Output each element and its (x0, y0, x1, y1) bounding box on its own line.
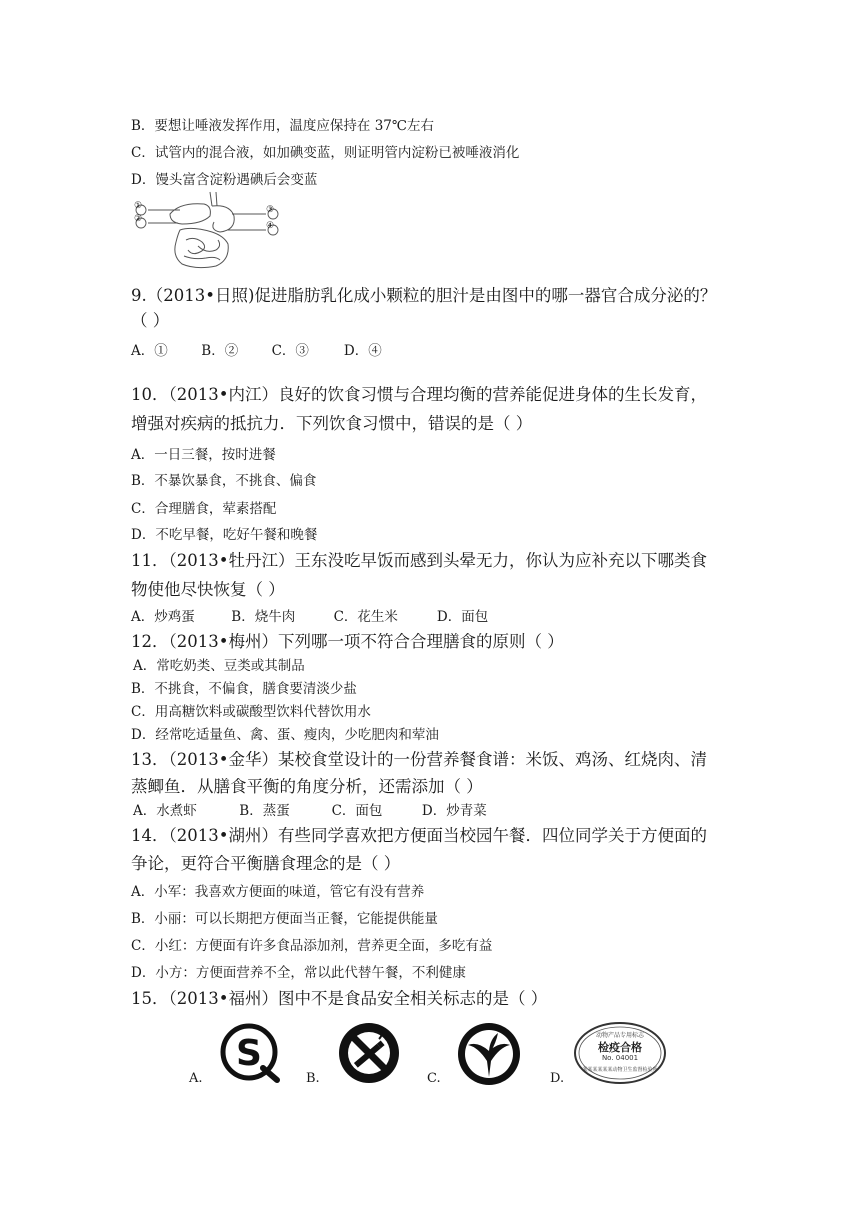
q15-option-a: A. (189, 1071, 203, 1086)
marker-4: ④ (266, 221, 275, 231)
q12-option-c: C．用高糖饮料或碳酸型饮料代替饮用水 (131, 704, 371, 720)
q8-option-b: B．要想让唾液发挥作用，温度应保持在 37℃左右 (131, 118, 434, 134)
q14-stem-line2: 争论，更符合平衡膳食理念的是（ ） (131, 854, 401, 873)
q11-option-d: D．面包 (436, 609, 489, 625)
q10-option-c: C．合理膳食，荤素搭配 (131, 501, 277, 517)
seal-bottom-text: 某某某某某某动物卫生监督检验所 (582, 1067, 658, 1073)
q9-option-c: C．③ (271, 343, 309, 359)
q10-stem-line2: 增强对疾病的抵抗力．下列饮食习惯中，错误的是（ ） (131, 414, 533, 433)
q15-option-b: B. (306, 1071, 320, 1086)
q13-stem-line1: 13．（2013•金华）某校食堂设计的一份营养餐食谱：米饭、鸡汤、红烧肉、清 (131, 750, 707, 769)
seal-number: No. 04001 (601, 1054, 639, 1062)
q9-stem-line1: 9.（2013•日照)促进脂肪乳化成小颗粒的胆汁是由图中的哪一器官合成分泌的？ (131, 286, 717, 305)
q9-option-a: A．① (131, 343, 168, 359)
digestive-system-drawing (132, 190, 282, 272)
green-food-logo-icon (456, 1021, 522, 1087)
q12-option-a: A．常吃奶类、豆类或其制品 (133, 658, 305, 674)
marker-1: ① (134, 201, 143, 211)
q12-option-b: B．不挑食，不偏食，膳食要清淡少盐 (131, 681, 357, 697)
q15-option-c: C. (427, 1071, 441, 1086)
q12-stem-line1: 12．（2013•梅州）下列哪一项不符合合理膳食的原则（ ） (131, 632, 564, 651)
q8-option-d: D．馒头富含淀粉遇碘后会变蓝 (131, 172, 318, 188)
q14-option-b: B．小丽：可以长期把方便面当正餐，它能提供能量 (131, 911, 438, 927)
q13-option-d: D．炒青菜 (421, 803, 487, 819)
q10-option-a: A．一日三餐，按时进餐 (131, 447, 276, 463)
q13-option-a: A．水煮虾 (133, 803, 197, 819)
seal-arc-text: 动物产品专用标志 (595, 1032, 644, 1039)
q15-option-d: D. (550, 1071, 565, 1086)
q10-option-b: B．不暴饮暴食，不挑食、偏食 (131, 473, 317, 489)
q9-options (131, 339, 382, 359)
q11-stem-line1: 11．（2013•牡丹江）王东没吃早饭而感到头晕无力，你认为应补充以下哪类食 (131, 551, 707, 570)
digestive-system-figure (132, 190, 282, 272)
q14-option-a: A．小军：我喜欢方便面的味道，管它有没有营养 (131, 884, 425, 900)
q14-option-c: C．小红：方便面有许多食品添加剂，营养更全面，多吃有益 (131, 938, 493, 954)
q14-option-d: D．小方：方便面营养不全，常以此代替午餐，不利健康 (131, 965, 466, 981)
q10-stem-line1: 10．（2013•内江）良好的饮食习惯与合理均衡的营养能促进身体的生长发育， (131, 385, 707, 404)
q9-stem-line2: （ ） (131, 311, 170, 330)
q9-option-b: B．② (201, 343, 239, 359)
svg-text:S: S (236, 1033, 262, 1074)
q12-option-d: D．经常吃适量鱼、禽、蛋、瘦肉，少吃肥肉和荤油 (131, 727, 439, 743)
q11-options (131, 605, 488, 625)
qs-logo-icon (219, 1022, 281, 1084)
quarantine-seal-icon (573, 1021, 667, 1085)
marker-2: ② (134, 214, 143, 224)
q11-stem-line2: 物使他尽快恢复（ ） (131, 580, 285, 599)
q14-stem-line1: 14．（2013•湖州）有些同学喜欢把方便面当校园午餐．四位同学关于方便面的 (131, 826, 707, 845)
q10-option-d: D．不吃早餐，吃好午餐和晚餐 (131, 527, 318, 543)
q9-option-d: D．④ (343, 343, 382, 359)
no-smoking-icon (337, 1021, 401, 1085)
q11-option-c: C．花生米 (333, 609, 398, 625)
q11-option-b: B．烧牛肉 (231, 609, 296, 625)
marker-3: ③ (266, 205, 275, 215)
q13-options (133, 799, 487, 819)
q13-stem-line2: 蒸鲫鱼．从膳食平衡的角度分析，还需添加（ ） (131, 777, 483, 796)
q8-option-c: C．试管内的混合液，如加碘变蓝，则证明管内淀粉已被唾液消化 (131, 145, 520, 161)
q13-option-b: B．蒸蛋 (239, 803, 290, 819)
seal-title: 检疫合格 (598, 1041, 642, 1054)
q15-stem-line1: 15．（2013•福州）图中不是食品安全相关标志的是（ ） (131, 989, 548, 1008)
q13-option-c: C．面包 (331, 803, 383, 819)
q11-option-a: A．炒鸡蛋 (131, 609, 195, 625)
